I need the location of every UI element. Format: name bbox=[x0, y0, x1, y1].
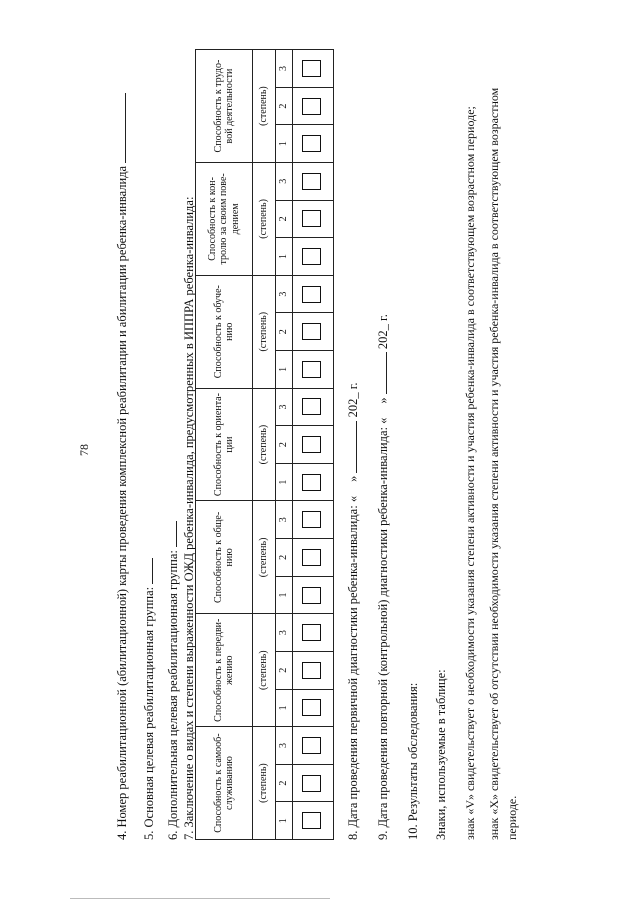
degree-checkbox[interactable] bbox=[302, 662, 321, 679]
item-10-line bbox=[406, 683, 421, 840]
degree-cell bbox=[293, 313, 334, 351]
column-header: Способность к ориента-ции bbox=[196, 388, 253, 501]
item-8-quote-close: » bbox=[346, 475, 360, 482]
degree-number: 3 bbox=[276, 275, 293, 313]
degree-number: 1 bbox=[276, 689, 293, 727]
item-9-year: 202_ г. bbox=[376, 314, 390, 350]
degree-number: 3 bbox=[276, 614, 293, 652]
degree-checkbox[interactable] bbox=[302, 699, 321, 716]
degree-checkbox[interactable] bbox=[302, 624, 321, 641]
item-5-line bbox=[141, 558, 157, 840]
degree-checkbox[interactable] bbox=[302, 135, 321, 152]
item-9-line bbox=[375, 314, 391, 840]
degree-cell bbox=[293, 764, 334, 802]
degree-number: 2 bbox=[276, 651, 293, 689]
page-number: 78 bbox=[77, 444, 91, 456]
degree-checkbox[interactable] bbox=[302, 812, 321, 829]
column-header: Способность к обуче-нию bbox=[196, 275, 253, 388]
degree-cell bbox=[293, 238, 334, 276]
degree-checkbox[interactable] bbox=[302, 436, 321, 453]
degree-cell bbox=[293, 614, 334, 652]
sign-x-paragraph: знак «Х» свидетельствует об отсутствии необходимости указания степени активности и участия ребенка-инвалида в соответствующем возрастном периоде. bbox=[487, 87, 519, 840]
degree-label: (степень) bbox=[253, 275, 276, 388]
degree-checkbox[interactable] bbox=[302, 511, 321, 528]
degree-cell bbox=[293, 50, 334, 88]
degree-checkbox[interactable] bbox=[302, 98, 321, 115]
item-4-line bbox=[114, 93, 130, 840]
degree-number: 2 bbox=[276, 426, 293, 464]
degree-cell bbox=[293, 501, 334, 539]
item-9-text: 9. Дата проведения повторной (контрольной) диагностики ребенка-инвалида: « bbox=[376, 417, 390, 840]
degree-number: 1 bbox=[276, 125, 293, 163]
ozhd-table bbox=[195, 49, 334, 840]
degree-cell bbox=[293, 388, 334, 426]
degree-number: 2 bbox=[276, 87, 293, 125]
degree-cell bbox=[293, 539, 334, 577]
item-6-text: 6. Дополнительная целевая реабилитационная группа: bbox=[166, 550, 180, 840]
degree-cell bbox=[293, 125, 334, 163]
column-header: Способность к кон-тролю за своим пове-дением bbox=[196, 162, 253, 275]
item-8-line bbox=[345, 382, 361, 840]
degree-number: 2 bbox=[276, 539, 293, 577]
column-header: Способность к обще-нию bbox=[196, 501, 253, 614]
degree-cell bbox=[293, 651, 334, 689]
footer-rule bbox=[70, 898, 330, 899]
degree-number: 1 bbox=[276, 802, 293, 840]
degree-label: (степень) bbox=[253, 388, 276, 501]
sign-v-paragraph: знак «V» свидетельствует о необходимости указания степени активности и участия ребенка-инвалида в соответствующем возрастном периоде; bbox=[463, 106, 477, 840]
item-8-year: 202_ г. bbox=[346, 382, 360, 418]
degree-number: 3 bbox=[276, 501, 293, 539]
degree-number: 2 bbox=[276, 200, 293, 238]
degree-cell bbox=[293, 463, 334, 501]
degree-checkbox[interactable] bbox=[302, 323, 321, 340]
degree-checkbox[interactable] bbox=[302, 210, 321, 227]
item-5-blank[interactable] bbox=[141, 558, 153, 584]
degree-cell bbox=[293, 689, 334, 727]
degree-checkbox[interactable] bbox=[302, 286, 321, 303]
item-4-text: 4. Номер реабилитационной (абилитационной) карты проведения комплексной реабилитации и абилитации ребенка-инвалида bbox=[115, 165, 129, 840]
degree-cell bbox=[293, 426, 334, 464]
degree-number: 3 bbox=[276, 50, 293, 88]
degree-cell bbox=[293, 87, 334, 125]
item-6-blank[interactable] bbox=[165, 521, 177, 547]
signs-intro-text: Знаки, используемые в таблице: bbox=[434, 669, 448, 840]
degree-cell bbox=[293, 802, 334, 840]
item-7-text: 7. Заключение о видах и степени выраженности ОЖД ребенка-инвалида, предусмотренных в ИППРА ребенка-инвалида: bbox=[182, 196, 196, 840]
degree-label: (степень) bbox=[253, 501, 276, 614]
degree-label: (степень) bbox=[253, 162, 276, 275]
item-4-blank[interactable] bbox=[114, 93, 126, 163]
degree-cell bbox=[293, 727, 334, 765]
degree-label: (степень) bbox=[253, 614, 276, 727]
signs-intro-line bbox=[434, 669, 449, 840]
degree-checkbox[interactable] bbox=[302, 173, 321, 190]
column-header: Способность к передви-жению bbox=[196, 614, 253, 727]
degree-label: (степень) bbox=[253, 727, 276, 840]
degree-number: 2 bbox=[276, 313, 293, 351]
item-8-month-blank[interactable] bbox=[345, 421, 357, 473]
degree-checkbox[interactable] bbox=[302, 398, 321, 415]
degree-number: 2 bbox=[276, 764, 293, 802]
degree-checkbox[interactable] bbox=[302, 248, 321, 265]
degree-checkbox[interactable] bbox=[302, 737, 321, 754]
degree-checkbox[interactable] bbox=[302, 775, 321, 792]
degree-checkbox[interactable] bbox=[302, 361, 321, 378]
degree-label: (степень) bbox=[253, 50, 276, 163]
item-6-line bbox=[165, 521, 181, 840]
degree-checkbox[interactable] bbox=[302, 587, 321, 604]
rotated-page-content bbox=[40, 20, 600, 880]
item-10-text: 10. Результаты обследования: bbox=[406, 682, 420, 840]
degree-cell bbox=[293, 576, 334, 614]
degree-number: 1 bbox=[276, 238, 293, 276]
item-8-text: 8. Дата проведения первичной диагностики ребенка-инвалида: « bbox=[346, 495, 360, 840]
degree-cell bbox=[293, 162, 334, 200]
item-5-text: 5. Основная целевая реабилитационная группа: bbox=[142, 586, 156, 840]
item-9-quote-close: » bbox=[376, 397, 390, 404]
column-header: Способность к трудо-вой деятельности bbox=[196, 50, 253, 163]
degree-number: 1 bbox=[276, 576, 293, 614]
item-9-month-blank[interactable] bbox=[375, 352, 387, 394]
column-header: Способность к самооб-служиванию bbox=[196, 727, 253, 840]
degree-cell bbox=[293, 200, 334, 238]
degree-checkbox[interactable] bbox=[302, 474, 321, 491]
degree-number: 1 bbox=[276, 351, 293, 389]
degree-number: 3 bbox=[276, 727, 293, 765]
degree-number: 3 bbox=[276, 388, 293, 426]
degree-checkbox[interactable] bbox=[302, 549, 321, 566]
degree-cell bbox=[293, 275, 334, 313]
degree-checkbox[interactable] bbox=[302, 60, 321, 77]
degree-number: 3 bbox=[276, 162, 293, 200]
degree-cell bbox=[293, 351, 334, 389]
degree-number: 1 bbox=[276, 463, 293, 501]
